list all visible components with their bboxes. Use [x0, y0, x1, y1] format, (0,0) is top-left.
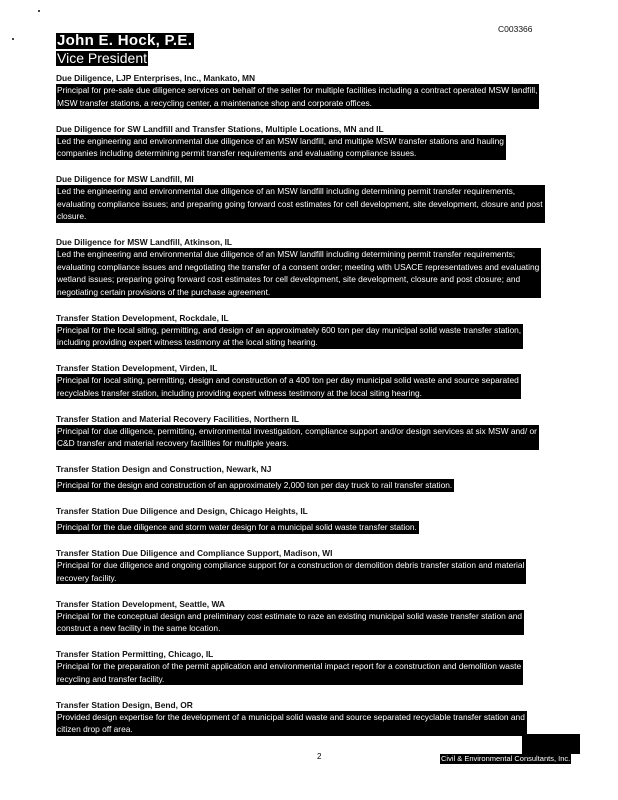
page-number: 2	[317, 752, 322, 761]
project-heading: Due Diligence for MSW Landfill, MI	[56, 174, 194, 184]
description-line: Principal for local siting, permitting, design and construction of a 400 ton per day municipal solid waste and source separated	[57, 375, 519, 385]
description-line: Principal for the design and construction of an approximately 2,000 ton per day truck to rail transfer station.	[57, 480, 453, 490]
project-description	[56, 610, 524, 635]
project-description	[56, 711, 527, 736]
description-line: Led the engineering and environmental due diligence of an MSW landfill including determining permit transfer requirements;	[57, 249, 516, 259]
description-line: citizen drop off area.	[57, 724, 133, 734]
redacted-signature	[522, 734, 580, 754]
description-line: Principal for the local siting, permitting, and design of an approximately 600 ton per day municipal solid waste transfer station,	[57, 324, 522, 335]
project-description	[56, 660, 523, 685]
project-entry	[56, 413, 586, 452]
description-line: recycling and transfer facility.	[57, 673, 165, 684]
project-description	[56, 324, 523, 349]
description-line: recyclables transfer station, including providing expert witness testimony at the local siting hearing.	[57, 387, 422, 398]
project-heading: Transfer Station Design, Bend, OR	[56, 699, 193, 710]
description-line: wetland issues; preparing going forward cost estimates for cell development, site development, closure and post closure; and	[57, 274, 521, 284]
description-line: evaluating compliance issues and negotiating the transfer of a consent order; meeting with USACE representatives and evaluating	[57, 261, 540, 272]
project-description	[56, 135, 506, 160]
project-entry	[56, 123, 586, 162]
project-entry	[56, 598, 586, 637]
scan-speck	[38, 10, 40, 12]
project-description	[56, 559, 526, 584]
description-line: Led the engineering and environmental due diligence of an MSW landfill including determining permit transfer requirements,	[57, 186, 516, 196]
project-description	[56, 248, 541, 298]
description-line: construct a new facility in the same location.	[57, 623, 221, 633]
description-line: C&D transfer and material recovery facilities for multiple years.	[57, 438, 289, 448]
project-description	[56, 425, 539, 450]
project-heading: Transfer Station Development, Virden, IL	[56, 363, 218, 373]
resume-header	[56, 32, 194, 66]
project-heading: Transfer Station Development, Seattle, WA	[56, 598, 225, 609]
description-line: Principal for due diligence, permitting, environmental investigation, compliance support and/or design services at six MSW and/ or	[57, 425, 537, 436]
project-entry	[56, 699, 586, 738]
project-entry	[56, 362, 586, 401]
project-heading: Transfer Station Due Diligence and Design, Chicago Heights, IL	[56, 506, 308, 516]
project-heading: Transfer Station Design and Construction, Newark, NJ	[56, 464, 272, 474]
company-footer: Civil & Environmental Consultants, Inc.	[441, 754, 571, 763]
description-line: companies including determining permit transfer requirements and evaluating compliance issues.	[57, 148, 417, 158]
description-line: Led the engineering and environmental due diligence of an MSW landfill, and multiple MSW transfer stations and hauling	[57, 135, 504, 146]
project-entry	[56, 505, 586, 535]
project-entry	[56, 463, 586, 493]
description-line: Provided design expertise for the development of a municipal solid waste and source separated recyclable transfer station and	[57, 711, 525, 722]
description-line: closure.	[57, 211, 87, 221]
document-id: C003366	[498, 24, 533, 34]
project-entry	[56, 72, 586, 111]
project-description	[56, 374, 521, 399]
project-description	[56, 479, 454, 492]
project-entry	[56, 312, 586, 351]
project-entry	[56, 236, 586, 300]
person-name: John E. Hock, P.E.	[57, 32, 193, 49]
description-line: Principal for due diligence and ongoing compliance support for a construction or demolition debris transfer station and material	[57, 560, 525, 570]
description-line: recovery facility.	[57, 572, 117, 583]
project-entry	[56, 547, 586, 586]
description-line: Principal for the conceptual design and preliminary cost estimate to raze an existing municipal solid waste transfer station and	[57, 610, 523, 621]
project-description	[56, 84, 539, 109]
project-heading: Transfer Station Due Diligence and Compliance Support, Madison, WI	[56, 548, 333, 558]
project-entry	[56, 648, 586, 687]
description-line: MSW transfer stations, a recycling center, a maintenance shop and corporate offices.	[57, 97, 372, 108]
scan-speck	[12, 38, 14, 40]
project-heading: Due Diligence, LJP Enterprises, Inc., Mankato, MN	[56, 73, 256, 83]
description-line: including providing expert witness testimony at the local siting hearing.	[57, 337, 318, 347]
project-description	[56, 521, 419, 534]
project-description	[56, 185, 545, 223]
description-line: Principal for the due diligence and storm water design for a municipal solid waste transfer station.	[57, 522, 417, 532]
description-line: evaluating compliance issues; and preparing going forward cost estimates for cell development, site development, closure and post	[57, 198, 543, 209]
description-line: negotiating certain provisions of the purchase agreement.	[57, 286, 271, 297]
project-heading: Due Diligence for MSW Landfill, Atkinson, IL	[56, 237, 233, 247]
project-heading: Transfer Station and Material Recovery Facilities, Northern IL	[56, 413, 299, 424]
description-line: Principal for the preparation of the permit application and environmental impact report for a construction and demolition waste	[57, 661, 522, 671]
person-title: Vice President	[57, 50, 148, 66]
project-list	[56, 72, 586, 749]
project-heading: Transfer Station Development, Rockdale, IL	[56, 312, 229, 323]
project-entry	[56, 173, 586, 224]
description-line: Principal for pre-sale due diligence services on behalf of the seller for multiple facilities including a contract operated MSW landfill,	[57, 85, 538, 95]
project-heading: Due Diligence for SW Landfill and Transfer Stations, Multiple Locations, MN and IL	[56, 123, 384, 134]
project-heading: Transfer Station Permitting, Chicago, IL	[56, 649, 214, 659]
